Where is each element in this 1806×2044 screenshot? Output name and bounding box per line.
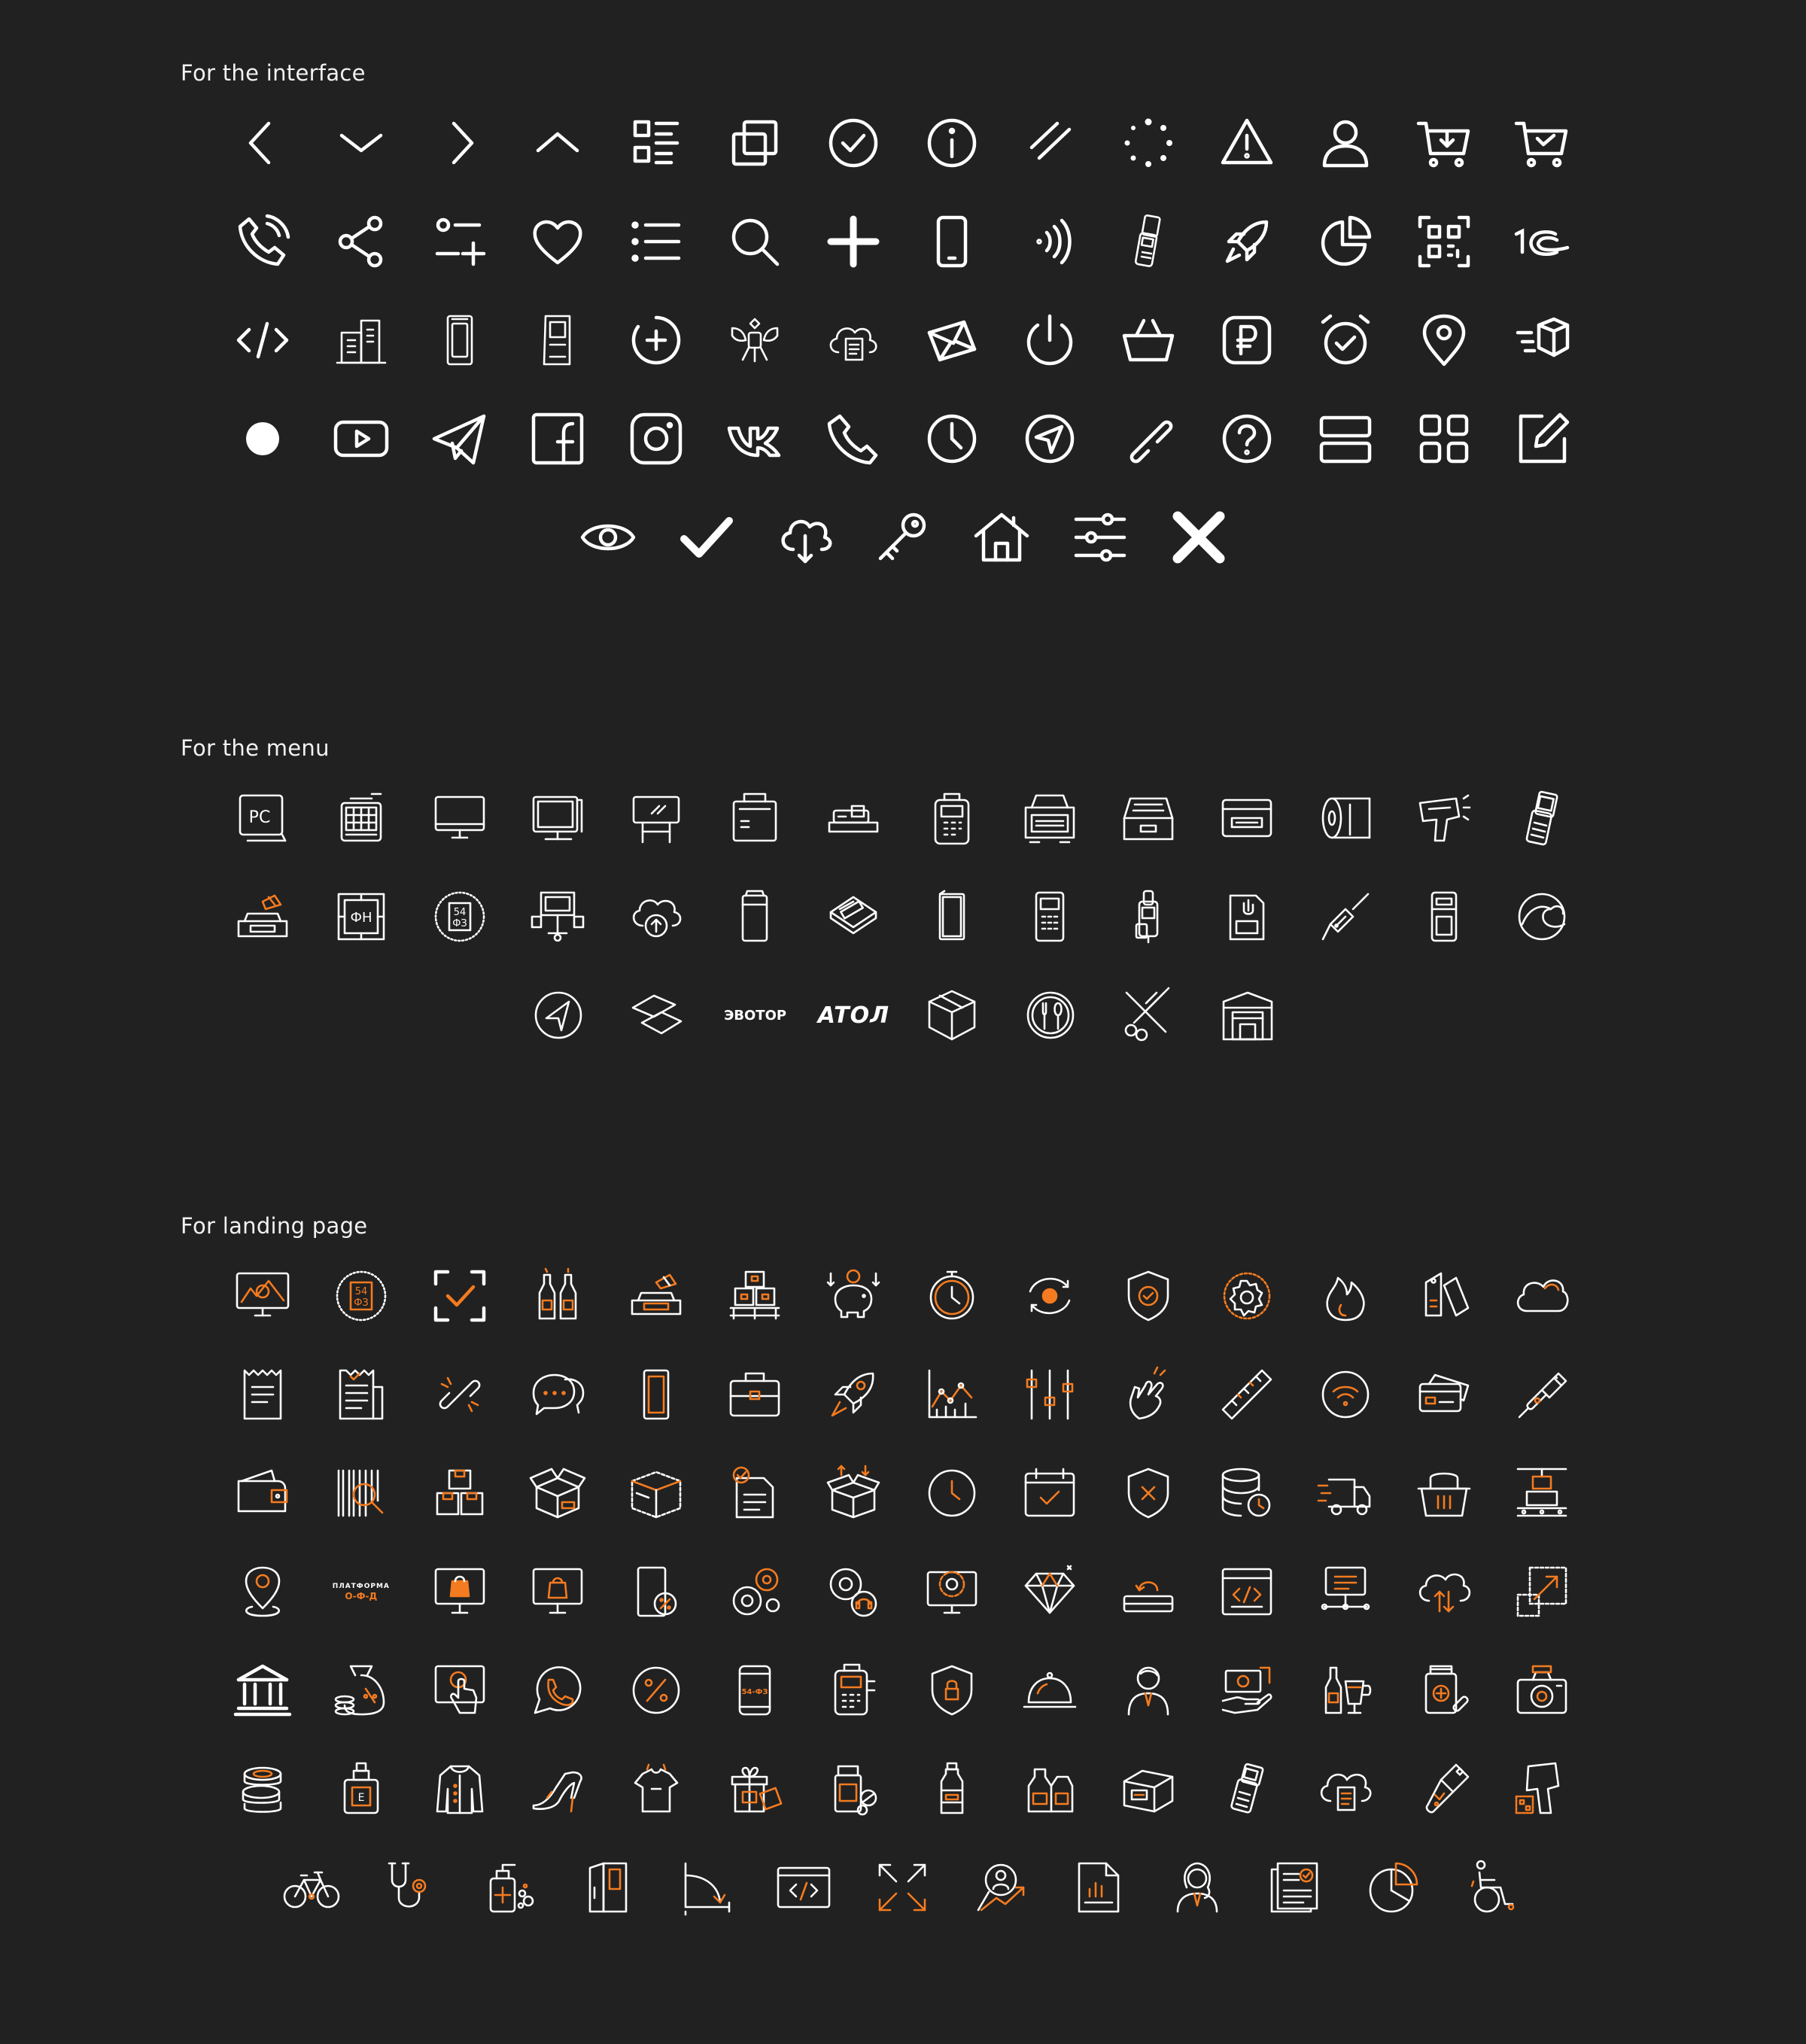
close-x-icon bbox=[1169, 507, 1229, 567]
alarm-check-icon bbox=[1315, 310, 1376, 370]
edit-icon bbox=[1512, 409, 1572, 469]
chevron-left-icon bbox=[233, 113, 293, 173]
shield-lock-icon bbox=[922, 1660, 982, 1720]
cart-check-icon bbox=[1512, 113, 1572, 173]
router-icon bbox=[1414, 887, 1474, 947]
wave-logo-icon bbox=[1512, 887, 1572, 947]
monitor-bag-icon bbox=[528, 1562, 588, 1622]
analytics-icon bbox=[922, 1364, 982, 1425]
kiosk-icon bbox=[528, 310, 588, 370]
mobile-terminal-icon bbox=[1512, 788, 1572, 848]
report-icon bbox=[1069, 1857, 1129, 1918]
network-monitor-icon bbox=[1315, 1562, 1376, 1622]
ofd-platform-wordmark bbox=[333, 1582, 390, 1601]
scales-food-icon bbox=[626, 1266, 686, 1326]
expand-arrows-icon bbox=[872, 1857, 932, 1918]
credit-cards-icon bbox=[1414, 1364, 1474, 1425]
1c-logo-icon bbox=[1512, 211, 1572, 272]
handheld-icon bbox=[1118, 887, 1178, 947]
chevron-up-icon bbox=[528, 113, 588, 173]
map-pin-icon bbox=[233, 1562, 293, 1622]
angle-icon bbox=[675, 1857, 735, 1918]
buildings-icon bbox=[331, 310, 391, 370]
barcode-scanner-icon bbox=[1414, 788, 1474, 848]
heels-icon bbox=[528, 1759, 588, 1819]
svg-text:ФЗ: ФЗ bbox=[354, 1297, 369, 1309]
receipt-icon bbox=[233, 1364, 293, 1425]
tall-cabinet-icon bbox=[725, 887, 785, 947]
home-icon bbox=[971, 507, 1032, 567]
bottles-icon bbox=[528, 1266, 588, 1326]
cart-download-icon bbox=[1414, 113, 1474, 173]
billboard-icon bbox=[626, 788, 686, 848]
phone-discount-icon bbox=[626, 1562, 686, 1622]
broken-link-icon bbox=[430, 1364, 490, 1425]
drinks-icon bbox=[1315, 1660, 1376, 1720]
pos-monitor-icon bbox=[528, 788, 588, 848]
gifts-icon bbox=[725, 1759, 785, 1819]
cash-hand-icon bbox=[1217, 1660, 1277, 1720]
receipt-list-icon bbox=[331, 1364, 391, 1425]
resize-icon bbox=[1512, 1562, 1572, 1622]
svg-text:PC: PC bbox=[248, 808, 271, 827]
copy-icon bbox=[725, 113, 785, 173]
monitor-settings-icon bbox=[233, 1266, 293, 1326]
code-icon bbox=[233, 310, 293, 370]
phone-call-icon bbox=[233, 211, 293, 272]
touch-screen-icon bbox=[430, 1660, 490, 1720]
atol-wordmark: ATOЛ bbox=[817, 1002, 889, 1029]
calendar-check-icon bbox=[1020, 1463, 1080, 1523]
scan-check-icon bbox=[430, 1266, 490, 1326]
fridge-icon bbox=[576, 1857, 637, 1918]
checklist-icon bbox=[626, 113, 686, 173]
question-icon bbox=[1217, 409, 1277, 469]
fast-box-icon bbox=[1512, 310, 1572, 370]
cloud-icon bbox=[1512, 1266, 1572, 1326]
key-icon bbox=[873, 507, 933, 567]
bicycle-icon bbox=[281, 1857, 342, 1918]
phone-54fz-icon bbox=[725, 1660, 785, 1720]
milk-icon bbox=[1020, 1759, 1080, 1819]
timer-icon bbox=[922, 1266, 982, 1326]
jacket-icon bbox=[430, 1759, 490, 1819]
ofd-platform-logo bbox=[316, 1562, 406, 1622]
chevron-down-icon bbox=[331, 113, 391, 173]
fire-icon bbox=[1315, 1266, 1376, 1326]
pc-icon bbox=[233, 788, 293, 848]
sort-add-icon bbox=[430, 211, 490, 272]
scales-icon bbox=[233, 887, 293, 947]
printer-box-icon bbox=[1118, 1759, 1178, 1819]
package-dashed-icon bbox=[626, 1463, 686, 1523]
database-clock-icon bbox=[1217, 1463, 1277, 1523]
water-bottle-icon bbox=[922, 1759, 982, 1819]
shield-check-icon bbox=[1118, 1266, 1178, 1326]
monitor-icon bbox=[430, 788, 490, 848]
card-swipe-icon bbox=[823, 887, 883, 947]
add-circle-icon bbox=[626, 310, 686, 370]
newspaper-icon bbox=[1266, 1857, 1326, 1918]
card-reader-icon bbox=[823, 788, 883, 848]
slim-tablet-icon bbox=[922, 887, 982, 947]
clock-outline-icon bbox=[922, 1463, 982, 1523]
grid-icon bbox=[1414, 409, 1474, 469]
usb-plug-icon bbox=[1512, 1364, 1572, 1425]
loading-spinner-icon bbox=[1118, 113, 1178, 173]
piggy-bank-icon bbox=[823, 1266, 883, 1326]
warning-icon bbox=[1217, 113, 1277, 173]
svg-text:ФН: ФН bbox=[350, 910, 372, 926]
svg-text:54-ФЗ: 54-ФЗ bbox=[741, 1688, 768, 1696]
stethoscope-icon bbox=[380, 1857, 440, 1918]
shopping-basket-icon bbox=[1414, 1463, 1474, 1523]
clock-icon bbox=[922, 409, 982, 469]
user-icon bbox=[1315, 113, 1376, 173]
share-icon bbox=[331, 211, 391, 272]
info-icon bbox=[922, 113, 982, 173]
barber-icon bbox=[1119, 985, 1179, 1045]
qr-code-icon bbox=[1414, 211, 1474, 272]
coins-icon bbox=[233, 1759, 293, 1819]
fingers-crossed-icon bbox=[1118, 1364, 1178, 1425]
label-printer-icon bbox=[1217, 788, 1277, 848]
facebook-icon bbox=[528, 409, 588, 469]
svg-text:E: E bbox=[357, 1792, 365, 1804]
telegram-icon bbox=[430, 409, 490, 469]
fiscal-printer-icon bbox=[725, 788, 785, 848]
cloud-download-icon bbox=[775, 507, 835, 567]
cloud-file-icon bbox=[1315, 1759, 1376, 1819]
phone-device-icon bbox=[626, 1364, 686, 1425]
flash-drive-icon bbox=[1414, 1759, 1474, 1819]
slash-icon bbox=[1020, 113, 1080, 173]
heart-icon bbox=[528, 211, 588, 272]
svg-text:ФЗ: ФЗ bbox=[451, 918, 467, 929]
fiscal-storage-icon bbox=[331, 887, 391, 947]
cloche-icon bbox=[1020, 1660, 1080, 1720]
law-54-fz-icon bbox=[430, 887, 490, 947]
contactless-icon bbox=[1020, 211, 1080, 272]
percent-circle-icon bbox=[626, 1660, 686, 1720]
briefcase-icon bbox=[725, 1364, 785, 1425]
gear-circle-icon bbox=[1217, 1266, 1277, 1326]
paper-roll-icon bbox=[1315, 788, 1376, 848]
delivery-truck-icon bbox=[1315, 1463, 1376, 1523]
scanner-terminal-icon bbox=[1118, 211, 1178, 272]
tall-device-icon bbox=[430, 310, 490, 370]
wallet-icon bbox=[233, 1463, 293, 1523]
atol-logo bbox=[808, 985, 898, 1045]
search-icon bbox=[725, 211, 785, 272]
shield-x-icon bbox=[1118, 1463, 1178, 1523]
navigator-icon bbox=[528, 985, 588, 1045]
diamond-icon bbox=[1020, 1562, 1080, 1622]
checkmark-icon bbox=[676, 507, 737, 567]
medicine-icon bbox=[823, 1759, 883, 1819]
employee-icon bbox=[1118, 1660, 1178, 1720]
tshirts-icon bbox=[626, 1759, 686, 1819]
ofd-top-text: ПЛАТФОРМА bbox=[332, 1583, 390, 1590]
section-landing-title: For landing page bbox=[181, 1213, 368, 1239]
ruble-icon bbox=[1217, 310, 1277, 370]
woman-icon bbox=[1167, 1857, 1227, 1918]
svg-text:54: 54 bbox=[453, 907, 466, 918]
evotor-logo bbox=[710, 985, 801, 1045]
eye-icon bbox=[578, 507, 638, 567]
sim-card-icon bbox=[1217, 887, 1277, 947]
section-menu-title: For the menu bbox=[181, 735, 330, 761]
unbox-icon bbox=[823, 1463, 883, 1523]
usb-cable-icon bbox=[1315, 887, 1376, 947]
cloud-document-icon bbox=[823, 310, 883, 370]
monitor-shop-icon bbox=[430, 1562, 490, 1622]
code-window-icon bbox=[774, 1857, 834, 1918]
plus-icon bbox=[823, 211, 883, 272]
basket-icon bbox=[1118, 310, 1178, 370]
gear-support-icon bbox=[823, 1562, 883, 1622]
sliders-icon bbox=[1070, 507, 1130, 567]
layers-icon bbox=[627, 985, 687, 1045]
eagle-emblem-icon bbox=[725, 310, 785, 370]
vk-icon bbox=[725, 409, 785, 469]
pallet-boxes-icon bbox=[725, 1266, 785, 1326]
chat-bubbles-icon bbox=[528, 1364, 588, 1425]
scanner-qr-icon bbox=[1512, 1759, 1572, 1819]
instagram-icon bbox=[626, 409, 686, 469]
camera-icon bbox=[1512, 1660, 1572, 1720]
open-box-icon bbox=[528, 1463, 588, 1523]
warehouse-icon bbox=[1218, 985, 1278, 1045]
law-stamp-icon bbox=[331, 1266, 391, 1326]
browser-code-icon bbox=[1217, 1562, 1277, 1622]
ruler-icon bbox=[1217, 1364, 1277, 1425]
rocket-launch-icon bbox=[823, 1364, 883, 1425]
wheelchair-icon bbox=[1463, 1857, 1523, 1918]
pos-keypad-icon bbox=[331, 788, 391, 848]
chevron-right-icon bbox=[430, 113, 490, 173]
perfume-icon bbox=[331, 1759, 391, 1819]
cloud-upload-icon bbox=[626, 887, 686, 947]
ofd-bottom-text: О-Ф-Д bbox=[345, 1591, 378, 1601]
section-interface-title: For the interface bbox=[181, 60, 366, 86]
money-bag-icon bbox=[331, 1660, 391, 1720]
evotor-wordmark: ЭВОТОР bbox=[724, 1007, 787, 1024]
check-circle-icon bbox=[823, 113, 883, 173]
navigation-icon bbox=[1020, 409, 1080, 469]
rocket-icon bbox=[1217, 211, 1277, 272]
wifi-circle-icon bbox=[1315, 1364, 1376, 1425]
growth-person-icon bbox=[971, 1857, 1031, 1918]
pinpad-icon bbox=[1020, 887, 1080, 947]
workstation-icon bbox=[528, 887, 588, 947]
youtube-icon bbox=[331, 409, 391, 469]
list-icon bbox=[626, 211, 686, 272]
dot-icon bbox=[233, 409, 293, 469]
envelope-icon bbox=[922, 310, 982, 370]
sanitizer-icon bbox=[479, 1857, 539, 1918]
svg-text:54: 54 bbox=[354, 1286, 368, 1297]
barcode-search-icon bbox=[331, 1463, 391, 1523]
phone-icon bbox=[823, 409, 883, 469]
two-rows-icon bbox=[1315, 409, 1376, 469]
link-icon bbox=[1118, 409, 1178, 469]
payment-terminal-icon bbox=[922, 788, 982, 848]
handheld-scanner-icon bbox=[1217, 1759, 1277, 1819]
receipt-printer-icon bbox=[1020, 788, 1080, 848]
boxes-stack-icon bbox=[430, 1463, 490, 1523]
equalizer-icon bbox=[1020, 1364, 1080, 1425]
whatsapp-icon bbox=[528, 1660, 588, 1720]
pharmacy-icon bbox=[1414, 1660, 1474, 1720]
box-icon bbox=[922, 985, 982, 1045]
cash-drawer-icon bbox=[1118, 788, 1178, 848]
refresh-target-icon bbox=[1020, 1266, 1080, 1326]
cloud-sync-icon bbox=[1414, 1562, 1474, 1622]
location-pin-icon bbox=[1414, 310, 1474, 370]
pie-chart-icon bbox=[1315, 211, 1376, 272]
pos-terminal-icon bbox=[823, 1660, 883, 1720]
return-device-icon bbox=[1118, 1562, 1178, 1622]
price-tags-icon bbox=[1414, 1266, 1474, 1326]
smartphone-icon bbox=[922, 211, 982, 272]
document-check-icon bbox=[725, 1463, 785, 1523]
bank-icon bbox=[233, 1660, 293, 1720]
pie-report-icon bbox=[1364, 1857, 1424, 1918]
conveyor-icon bbox=[1512, 1463, 1572, 1523]
power-icon bbox=[1020, 310, 1080, 370]
monitor-gear-icon bbox=[922, 1562, 982, 1622]
restaurant-icon bbox=[1020, 985, 1081, 1045]
gears-icon bbox=[725, 1562, 785, 1622]
